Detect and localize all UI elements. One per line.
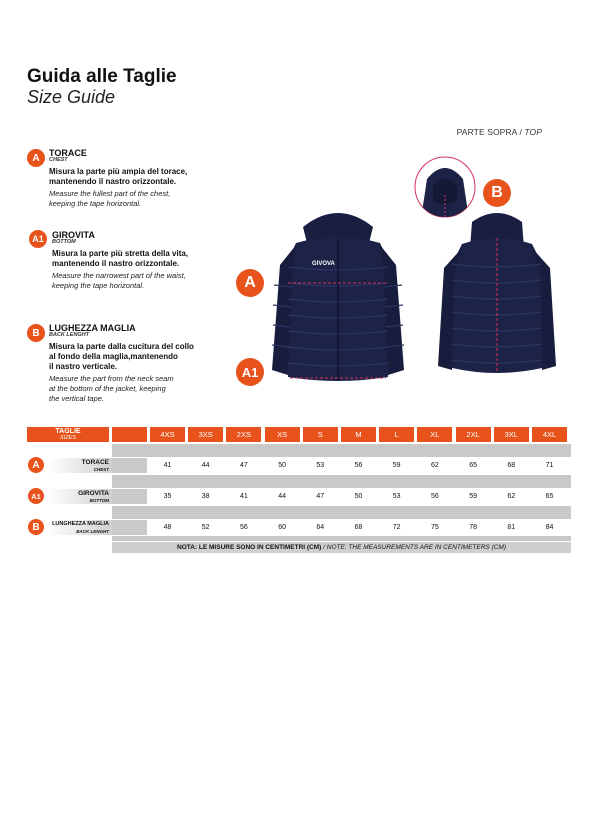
badge-a1: A1 (29, 230, 47, 248)
table-cell: 47 (226, 458, 261, 473)
row-separator (112, 506, 571, 519)
instruction-line: al fondo della maglia,mantenendo (49, 352, 178, 361)
measurement-back-length (49, 323, 219, 404)
instruction-line: Measure the part from the neck seam (49, 374, 174, 383)
measurement-instructions-it (49, 167, 219, 187)
table-cell: 47 (303, 489, 338, 504)
part-label-it: PARTE SOPRA / (456, 127, 522, 137)
table-cell: 62 (494, 489, 529, 504)
instruction-line: keeping the tape horizontal. (49, 199, 142, 208)
row-label-text: TORACE (81, 459, 109, 466)
instruction-line: Misura la parte dalla cucitura del collo (49, 342, 194, 351)
header-label-sub: SIZES (60, 435, 76, 441)
table-header-label (27, 427, 109, 442)
table-cell: 75 (417, 520, 452, 535)
row-badge: B (28, 519, 44, 535)
table-cell: 56 (341, 458, 376, 473)
brand-logo: GIVOVA (312, 261, 335, 267)
size-header-4xl: 4XL (532, 427, 567, 442)
row-label-text: LUNGHEZZA MAGLIA (52, 521, 109, 527)
front-jacket-image (258, 205, 418, 390)
row-label-sub: BACK LENGHT (76, 529, 109, 534)
row-spacer (112, 520, 147, 535)
row-label-sub: BOTTOM (89, 498, 109, 503)
row-separator (112, 475, 571, 488)
table-cell: 50 (341, 489, 376, 504)
measurement-title: TORACE (49, 148, 87, 158)
header-spacer (112, 427, 147, 442)
table-cell: 81 (494, 520, 529, 535)
size-header-s: S (303, 427, 338, 442)
jacket-badge-b: B (483, 179, 511, 207)
size-header-l: L (379, 427, 414, 442)
table-cell: 44 (188, 458, 223, 473)
table-cell: 62 (417, 458, 452, 473)
badge-a: A (27, 149, 45, 167)
table-cell: 84 (532, 520, 567, 535)
row-label (46, 521, 109, 535)
table-cell: 50 (265, 458, 300, 473)
page-subtitle: Size Guide (27, 87, 116, 107)
table-cell: 65 (532, 489, 567, 504)
instruction-line: Measure the narrowest part of the waist, (52, 271, 186, 280)
table-cell: 35 (150, 489, 185, 504)
table-cell: 56 (226, 520, 261, 535)
note-en: / NOTE: THE MEASUREMENTS ARE IN CENTIMETERS (CM) (323, 544, 506, 551)
table-cell: 60 (265, 520, 300, 535)
row-label-text: GIROVITA (78, 490, 109, 497)
table-cell: 59 (456, 489, 491, 504)
row-badge: A (28, 457, 44, 473)
row-label-sub: CHEST (93, 467, 109, 472)
measurement-instructions-en (49, 374, 219, 404)
instruction-line: Misura la parte più stretta della vita, (52, 249, 189, 258)
measurement-chest (49, 148, 219, 209)
table-cell: 72 (379, 520, 414, 535)
table-cell: 38 (188, 489, 223, 504)
table-cell: 52 (188, 520, 223, 535)
table-cell: 68 (494, 458, 529, 473)
part-label (457, 127, 542, 137)
jacket-badge-a1: A1 (236, 358, 264, 386)
measurement-instructions-it (49, 342, 219, 372)
measurement-waist (52, 230, 222, 291)
instruction-line: Measure the fullest part of the chest, (49, 189, 171, 198)
table-cell: 78 (456, 520, 491, 535)
header-label-text: TAGLIE (55, 428, 81, 435)
note-it: NOTA: LE MISURE SONO IN CENTIMETRI (CM) (177, 544, 322, 551)
instruction-line: the vertical tape. (49, 394, 105, 403)
size-header-3xl: 3XL (494, 427, 529, 442)
measurement-title: GIROVITA (52, 230, 95, 240)
neck-detail-image (413, 155, 477, 219)
instruction-line: mantenendo il nastro orizzontale. (52, 259, 180, 268)
row-separator (112, 444, 571, 457)
size-header-3xs: 3XS (188, 427, 223, 442)
measurement-instructions-en (52, 271, 222, 291)
measurement-title: LUGHEZZA MAGLIA (49, 323, 136, 333)
table-cell: 59 (379, 458, 414, 473)
size-header-xs: XS (265, 427, 300, 442)
row-spacer (112, 489, 147, 504)
measurement-subtitle: BACK LENGHT (49, 332, 90, 338)
table-cell: 41 (150, 458, 185, 473)
measurement-instructions-en (49, 189, 219, 209)
size-header-xl: XL (417, 427, 452, 442)
table-note (112, 542, 571, 553)
measurement-subtitle: BOTTOM (52, 239, 76, 245)
table-cell: 65 (456, 458, 491, 473)
size-header-2xl: 2XL (456, 427, 491, 442)
jacket-badge-a: A (236, 269, 264, 297)
instruction-line: at the bottom of the jacket, keeping (49, 384, 166, 393)
badge-b: B (27, 324, 45, 342)
table-cell: 44 (265, 489, 300, 504)
row-label (46, 490, 109, 504)
row-label (46, 459, 109, 473)
measurement-subtitle: CHEST (49, 157, 68, 163)
row-spacer (112, 458, 147, 473)
size-header-m: M (341, 427, 376, 442)
back-jacket-image (432, 208, 562, 380)
row-separator (112, 536, 571, 541)
instruction-line: keeping the tape horizontal. (52, 281, 145, 290)
size-header-4xs: 4XS (150, 427, 185, 442)
row-badge: A1 (28, 488, 44, 504)
measurement-instructions-it (52, 249, 222, 269)
table-cell: 48 (150, 520, 185, 535)
instruction-line: il nastro verticale. (49, 362, 118, 371)
part-label-en: TOP (524, 127, 542, 137)
table-cell: 53 (303, 458, 338, 473)
table-cell: 71 (532, 458, 567, 473)
table-cell: 68 (341, 520, 376, 535)
instruction-line: Misura la parte più ampia del torace, (49, 167, 188, 176)
table-cell: 56 (417, 489, 452, 504)
table-cell: 41 (226, 489, 261, 504)
instruction-line: mantenendo il nastro orizzontale. (49, 177, 177, 186)
page-title: Guida alle Taglie (27, 66, 177, 87)
size-header-2xs: 2XS (226, 427, 261, 442)
table-cell: 53 (379, 489, 414, 504)
table-cell: 64 (303, 520, 338, 535)
